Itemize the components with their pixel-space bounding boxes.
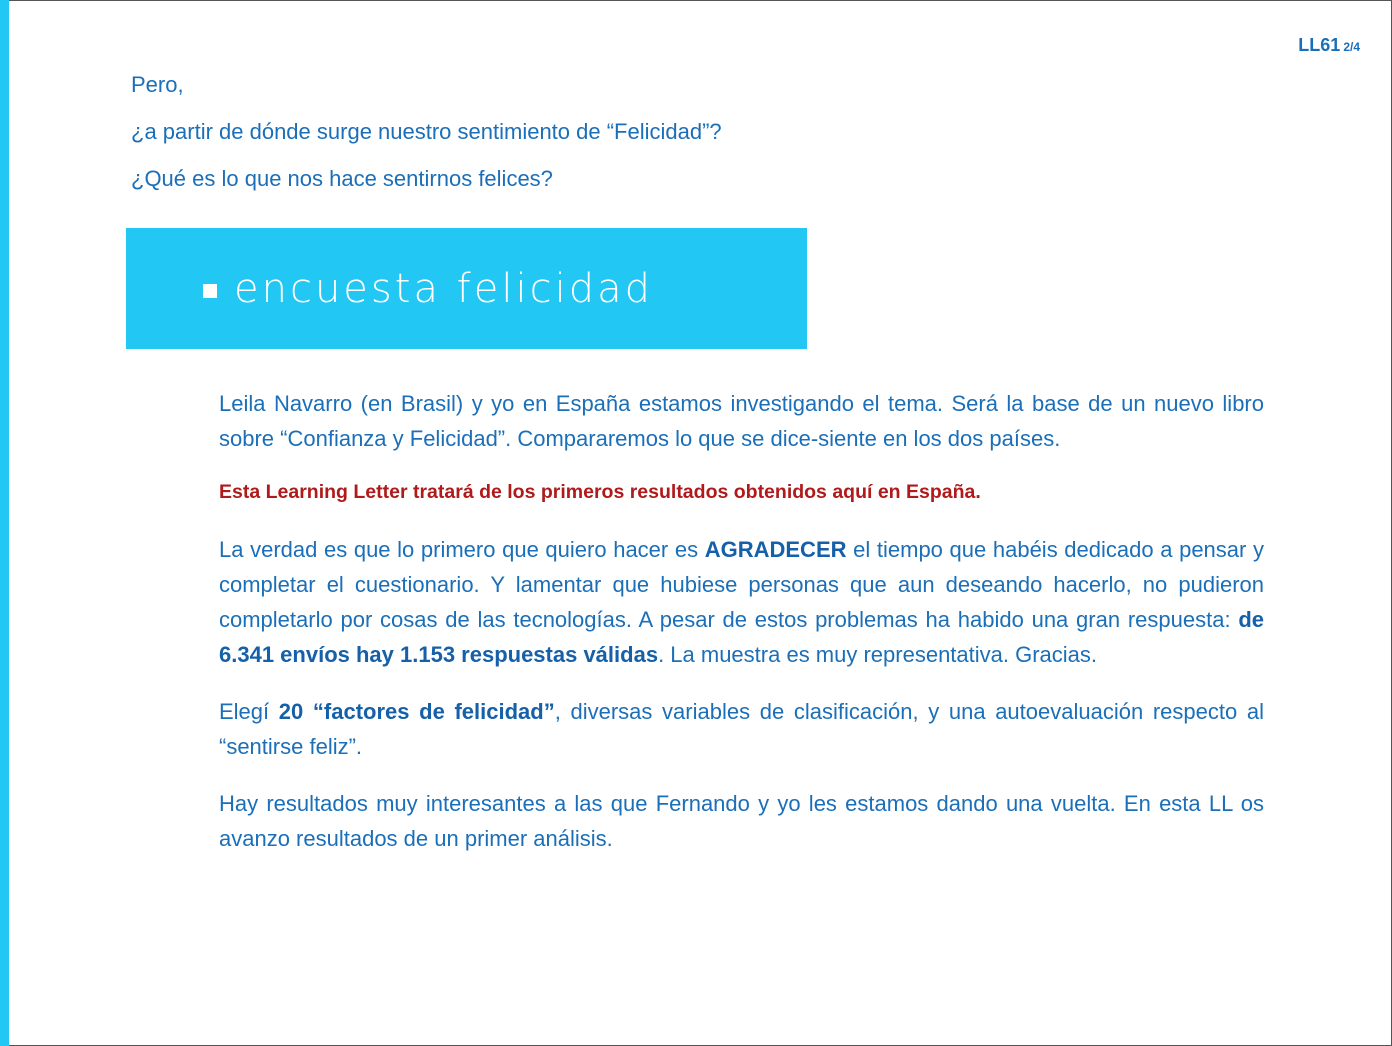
emphasis-factors: 20 “factores de felicidad” — [278, 699, 555, 724]
intro-line-2: ¿a partir de dónde surge nuestro sentimiento de “Felicidad”? — [131, 119, 722, 144]
page-fraction: 2/4 — [1343, 40, 1360, 54]
page-code: LL61 — [1298, 35, 1341, 55]
section-banner — [126, 228, 807, 349]
intro-line-1: Pero, — [131, 72, 184, 97]
paragraph-thanks-text-3: . La muestra es muy representativa. Gracias. — [658, 642, 1098, 667]
paragraph-factors — [219, 694, 1264, 764]
paragraph-thanks — [219, 532, 1264, 672]
paragraph-thanks-text-1: La verdad es que lo primero que quiero hacer es — [219, 537, 705, 562]
paragraph-thanks-text-2: el tiempo que habéis dedicado a pensar y completar el cuestionario. Y lamentar que hubiese personas que aun deseando hacerlo, no pudieron completarlo por cosas de las tecnologías. A pesar de estos problemas ha habido una gran respuesta: — [219, 537, 1264, 632]
emphasis-responses: de 6.341 envíos hay 1.153 respuestas válidas — [219, 607, 1264, 667]
emphasis-agradecer: AGRADECER — [704, 537, 847, 562]
left-accent-bar — [0, 0, 9, 1046]
article-body — [219, 386, 1264, 878]
paragraph-results: Hay resultados muy interesantes a las que Fernando y yo les estamos dando una vuelta. En esta LL os avanzo resultados de un primer análisis. — [219, 791, 1264, 851]
intro-questions — [131, 69, 722, 210]
intro-line-3: ¿Qué es lo que nos hace sentirnos felices? — [131, 166, 553, 191]
highlight-sentence: Esta Learning Letter tratará de los primeros resultados obtenidos aquí en España. — [219, 481, 981, 503]
page-number — [1298, 35, 1360, 56]
paragraph-intro: Leila Navarro (en Brasil) y yo en España estamos investigando el tema. Será la base de un nuevo libro sobre “Confianza y Felicidad”. Compararemos lo que se dice-siente en los dos países. — [219, 391, 1264, 451]
paragraph-factors-text-2: , diversas variables de clasificación, y una autoevaluación respecto al “sentirse feliz”. — [219, 699, 1264, 759]
paragraph-factors-text-1: Elegí — [219, 699, 279, 724]
section-title: encuesta felicidad — [234, 266, 653, 312]
square-bullet-icon — [203, 284, 217, 298]
